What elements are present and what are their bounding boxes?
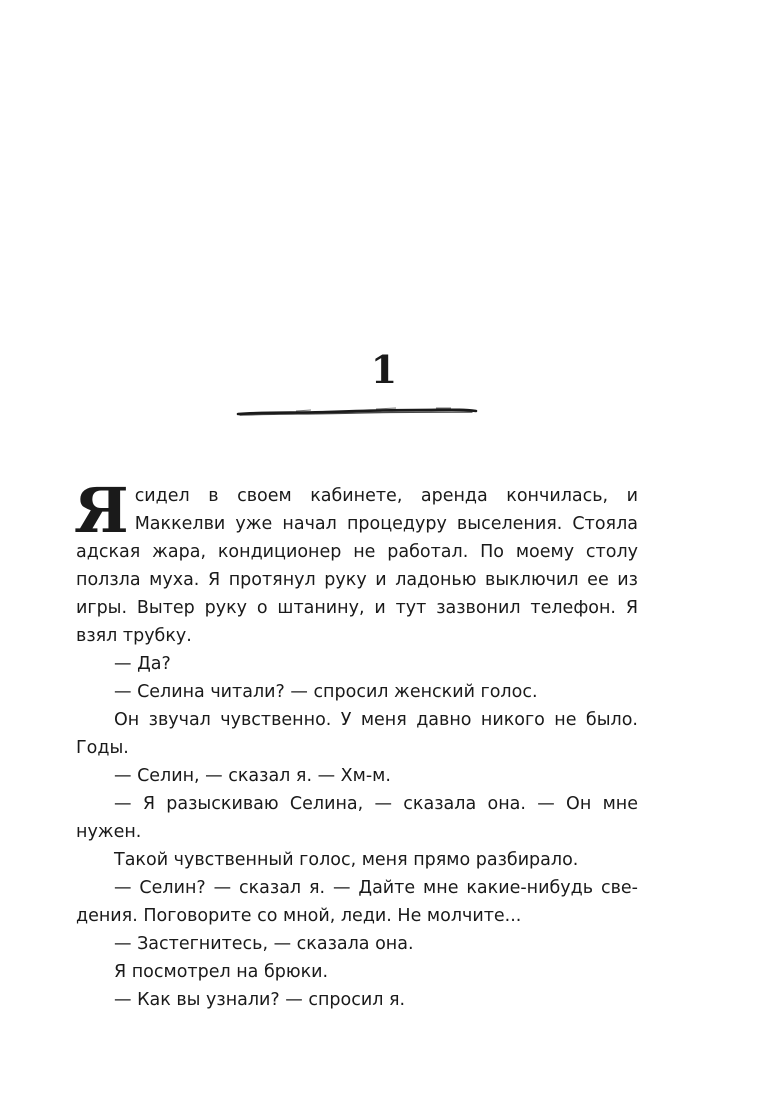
paragraph: — Селин? — сказал я. — Дайте мне какие-нибудь сведения. Поговорите со мной, леди. Не молчите...	[76, 878, 638, 926]
drop-cap: Я	[74, 474, 129, 547]
paragraph: — Да?	[114, 654, 171, 674]
paragraph: — Селина читали? — спросил женский голос.	[114, 682, 538, 702]
paragraph: — Как вы узнали? — спросил я.	[114, 990, 406, 1010]
chapter-number: 1	[370, 347, 398, 392]
paragraph: — Я разыскиваю Селина, — сказала она. — Он мне нужен.	[76, 794, 638, 842]
paragraph: — Застегнитесь, — сказала она.	[114, 934, 414, 954]
paragraph-opening	[74, 474, 638, 650]
paragraph-opening-text: сидел в своем кабинете, аренда кончилась, и Маккелви уже начал процедуру выселения. Стояла адская жара, кондиционер не работал. По моему столу ползла муха. Я протянул руку и ладонью выключил ее из игры. Вытер руку о штанину, и тут зазвонил телефон. Я взял трубку.	[76, 486, 638, 646]
chapter-divider-ornament	[236, 404, 478, 420]
paragraph: Я посмотрел на брюки.	[114, 962, 329, 982]
paragraph: Он звучал чувственно. У меня давно никого не было. Годы.	[76, 710, 638, 758]
paragraph: Такой чувственный голос, меня прямо разбирало.	[114, 850, 579, 870]
paragraph: — Селин, — сказал я. — Хм-м.	[114, 766, 391, 786]
chapter-text	[74, 474, 638, 1014]
